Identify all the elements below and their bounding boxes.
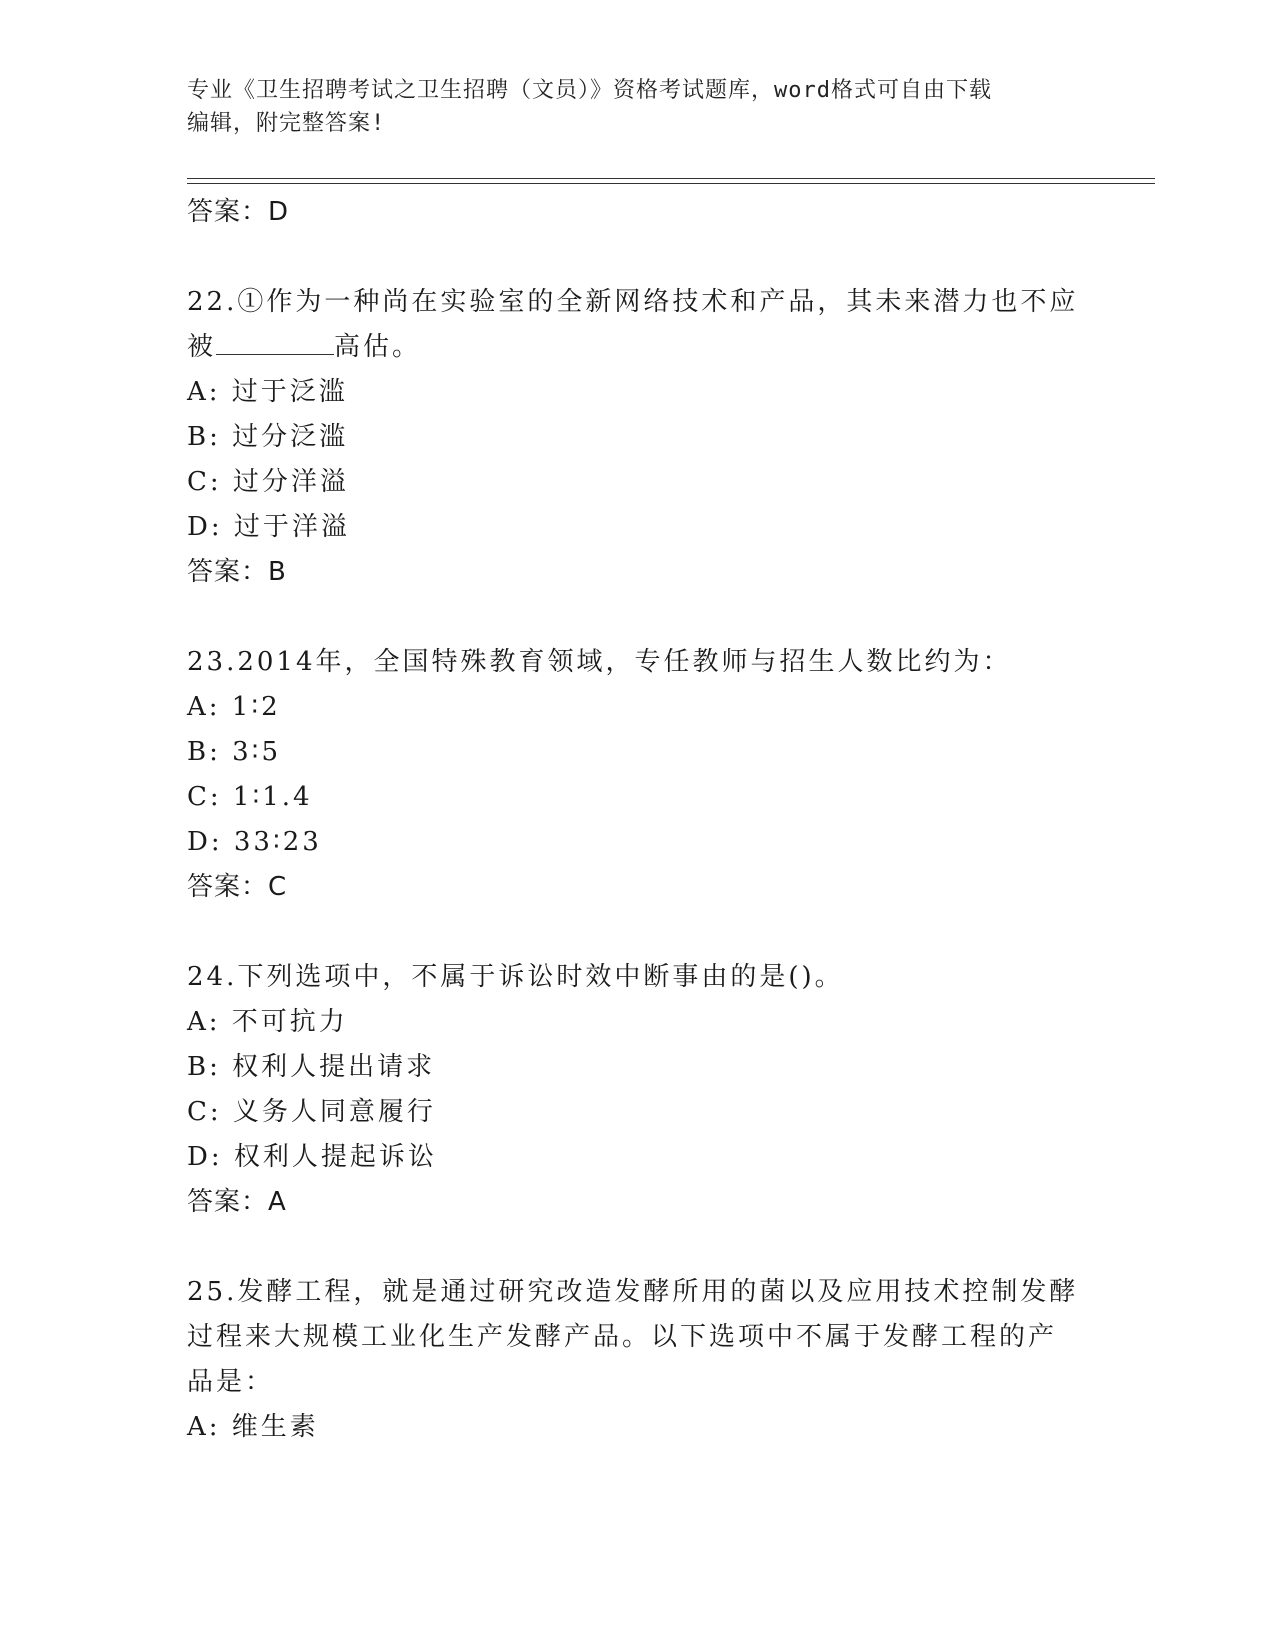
question-23 xyxy=(187,640,1087,910)
document-header xyxy=(187,74,1087,140)
question-text: 22.①作为一种尚在实验室的全新网络技术和产品，其未来潜力也不应 xyxy=(187,287,1079,317)
question-text-cont: 过程来大规模工业化生产发酵产品。以下选项中不属于发酵工程的产 xyxy=(187,1322,1058,1352)
header-line-1: 专业《卫生招聘考试之卫生招聘（文员）》资格考试题库，word格式可自由下载 xyxy=(187,78,992,103)
option-a: A: 1∶2 xyxy=(187,692,281,722)
option-b: B: 权利人提出请求 xyxy=(187,1052,436,1082)
question-24 xyxy=(187,955,1087,1225)
header-line-2: 编辑，附完整答案! xyxy=(187,111,386,136)
option-a: A: 维生素 xyxy=(187,1412,319,1442)
answer-line: 答案：B xyxy=(187,557,287,587)
question-text-after-blank: 高估。 xyxy=(334,332,422,362)
option-d: D: 过于洋溢 xyxy=(187,512,350,542)
option-a: A: 过于泛滥 xyxy=(187,377,348,407)
question-22 xyxy=(187,280,1087,595)
question-25 xyxy=(187,1270,1087,1450)
question-text-before-blank: 被 xyxy=(187,332,217,362)
question-text: 24.下列选项中，不属于诉讼时效中断事由的是()。 xyxy=(187,962,844,992)
option-b: B: 过分泛滥 xyxy=(187,422,349,452)
header-divider-bottom xyxy=(187,183,1155,184)
document-body xyxy=(187,190,1087,1450)
option-d: D: 权利人提起诉讼 xyxy=(187,1142,437,1172)
question-text: 23.2014年，全国特殊教育领域，专任教师与招生人数比约为： xyxy=(187,647,1012,677)
answer-line: 答案：A xyxy=(187,1187,287,1217)
option-a: A: 不可抗力 xyxy=(187,1007,348,1037)
option-d: D: 33∶23 xyxy=(187,827,322,857)
fill-in-blank xyxy=(216,328,334,355)
option-b: B: 3∶5 xyxy=(187,737,281,767)
option-c: C: 义务人同意履行 xyxy=(187,1097,436,1127)
question-text-cont xyxy=(187,325,1087,370)
answer-line: 答案：D xyxy=(187,197,290,227)
question-text-cont: 品是： xyxy=(187,1367,275,1397)
option-c: C: 1∶1.4 xyxy=(187,782,313,812)
option-c: C: 过分洋溢 xyxy=(187,467,349,497)
header-divider-top xyxy=(187,178,1155,179)
question-text: 25.发酵工程，就是通过研究改造发酵所用的菌以及应用技术控制发酵 xyxy=(187,1277,1079,1307)
answer-line: 答案：C xyxy=(187,872,288,902)
